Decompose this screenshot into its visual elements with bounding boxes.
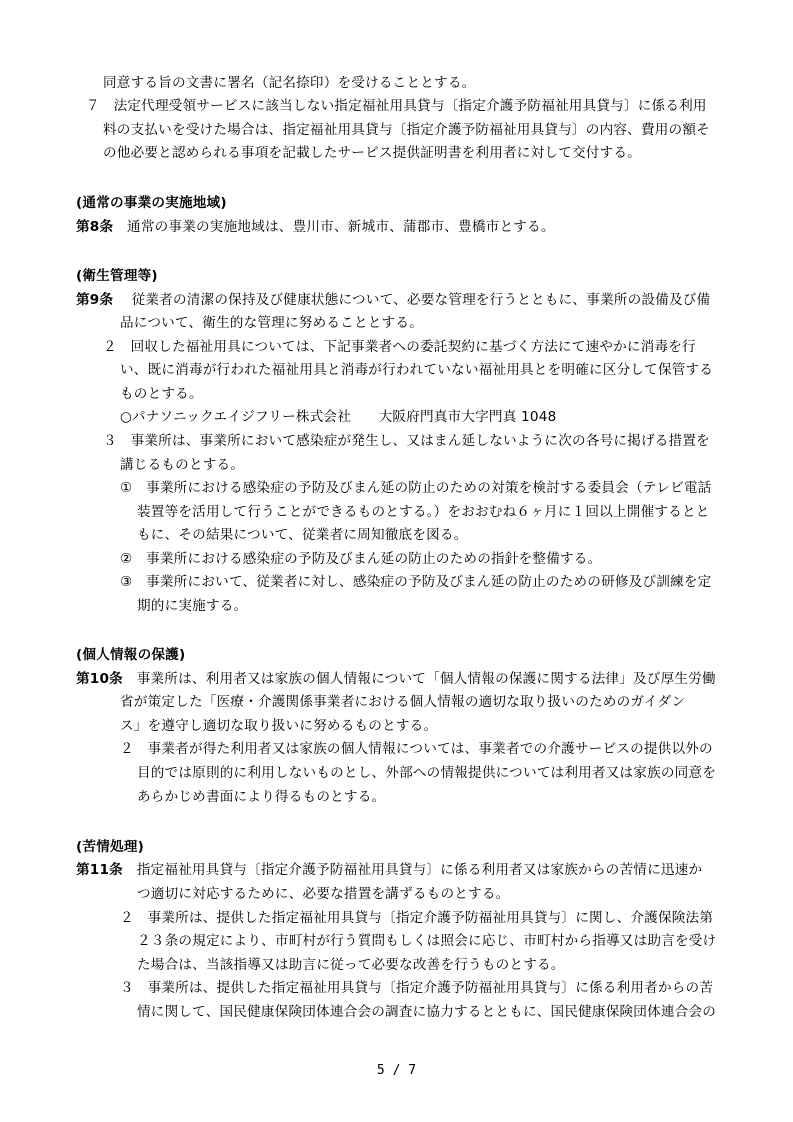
body-text-line <box>103 74 475 92</box>
body-text-line <box>137 597 247 615</box>
heading-text: 第11条 <box>76 862 123 878</box>
line-text: 目的では原則的に利用しないものとし、外部への情報提供については利用者又は家族の同意を <box>137 765 717 781</box>
body-text-line <box>86 97 707 115</box>
body-text-line <box>120 740 713 758</box>
line-text: 省が策定した「医療・介護関係事業者における個人情報の適切な取り扱いのためのガイダン <box>120 694 686 710</box>
body-text-line <box>120 361 713 379</box>
body-text-line <box>120 979 713 997</box>
line-text: ２ 事業者が得た利用者又は家族の個人情報については、事業者での介護サービスの提供以外の <box>120 741 713 757</box>
heading-text: 第9条 <box>76 292 114 308</box>
line-text: の他必要と認められる事項を記載したサービス提供証明書を利用者に対して交付する。 <box>103 145 641 161</box>
body-text-line <box>137 956 565 974</box>
page-number: 5 / 7 <box>376 1063 417 1078</box>
body-text-line <box>120 456 244 474</box>
line-text: 料の支払いを受けた場合は、指定福祉用具貸与〔指定介護予防福祉用具貸与〕の内容、費用の額そ <box>103 122 710 138</box>
body-text-line <box>137 503 710 521</box>
body-text-line <box>120 550 601 568</box>
article-text: 指定福祉用具貸与〔指定介護予防福祉用具貸与〕に係る利用者又は家族からの苦情に迅速か <box>122 862 703 878</box>
section-heading-line <box>76 267 158 285</box>
body-text-line <box>137 885 509 903</box>
line-text: ２３条の規定により、市町村が行う質問もしくは照会に応じ、市町村から指導又は助言を受け <box>137 933 717 949</box>
line-text: つ適切に対応するために、必要な措置を講ずるものとする。 <box>137 886 510 902</box>
line-text: 期的に実施する。 <box>137 598 248 614</box>
section-heading-line <box>76 291 710 309</box>
line-text: い、既に消毒が行われた福祉用具と消毒が行われていない福祉用具とを明確に区分して保管する <box>120 362 714 378</box>
body-text-line <box>120 314 423 332</box>
line-text: ３ 事業所は、提供した指定福祉用具貸与〔指定介護予防福祉用具貸与〕に係る利用者からの苦 <box>120 980 714 996</box>
body-text-line <box>103 144 641 162</box>
article-text: 従業者の清潔の保持及び健康状態について、必要な管理を行うとともに、事業所の設備及び備 <box>113 292 711 308</box>
article-text: 通常の事業の実施地域は、豊川市、新城市、蒲郡市、豊橋市とする。 <box>113 219 555 235</box>
body-text-line <box>137 526 468 544</box>
line-text: ７ 法定代理受領サービスに該当しない指定福祉用具貸与〔指定介護予防福祉用具貸与〕に係る利用 <box>86 98 707 114</box>
line-text: 情に関して、国民健康保険団体連合会の調査に協力するとともに、国民健康保険団体連合会の <box>137 1004 717 1020</box>
heading-text: (個人情報の保護) <box>76 647 186 663</box>
line-text: ③ 事業所において、従業者に対し、感染症の予防及びまん延の防止のための研修及び訓練を定 <box>120 574 712 590</box>
section-heading-line <box>76 670 716 688</box>
line-text: 品について、衛生的な管理に努めることとする。 <box>120 315 423 331</box>
body-text-line <box>120 408 556 426</box>
body-text-line <box>120 573 711 591</box>
heading-text: (衛生管理等) <box>76 268 158 284</box>
body-text-line <box>120 479 711 497</box>
line-text: た場合は、当該指導又は助言に従って必要な改善を行うものとする。 <box>137 957 565 973</box>
section-heading-line <box>76 194 227 212</box>
body-text-line <box>120 385 203 403</box>
body-text-line <box>120 693 685 711</box>
line-text: ものとする。 <box>120 386 203 402</box>
body-text-line <box>103 432 710 450</box>
line-text: ○パナソニックエイジフリー株式会社 大阪府門真市大字門真 1048 <box>120 409 557 425</box>
body-text-line <box>103 121 710 139</box>
line-text: あらかじめ書面により得るものとする。 <box>137 789 386 805</box>
line-text: 同意する旨の文書に署名（記名捺印）を受けることとする。 <box>103 75 476 91</box>
body-text-line <box>137 764 716 782</box>
heading-text: 第8条 <box>76 219 114 235</box>
line-text: ２ 回収した福祉用具については、下記事業者への委託契約に基づく方法にて速やかに消毒を行 <box>103 339 696 355</box>
line-text: ス」を遵守し適切な取り扱いに努めるものとする。 <box>120 718 438 734</box>
heading-text: (通常の事業の実施地域) <box>76 195 227 211</box>
line-text: ① 事業所における感染症の予防及びまん延の防止のための対策を検討する委員会（テレビ電話 <box>120 480 712 496</box>
body-text-line <box>137 788 385 806</box>
line-text: ３ 事業所は、事業所において感染症が発生し、又はまん延しないように次の各号に掲げる措置を <box>103 433 710 449</box>
line-text: ② 事業所における感染症の予防及びまん延の防止のための指針を整備する。 <box>120 551 602 567</box>
section-heading-line <box>76 838 144 856</box>
section-heading-line <box>76 861 702 879</box>
line-text: 装置等を活用して行うことができるものとする。）をおおむね６ヶ月に１回以上開催するとと <box>137 504 710 520</box>
section-heading-line <box>76 218 555 236</box>
body-text-line <box>137 1003 716 1021</box>
line-text: 講じるものとする。 <box>120 457 245 473</box>
body-text-line <box>120 717 437 735</box>
heading-text: (苦情処理) <box>76 839 145 855</box>
body-text-line <box>137 932 716 950</box>
line-text: もに、その結果について、従業者に周知徹底を図る。 <box>137 527 468 543</box>
heading-text: 第10条 <box>76 671 123 687</box>
line-text: ２ 事業所は、提供した指定福祉用具貸与〔指定介護予防福祉用具貸与〕に関し、介護保険法第 <box>120 910 714 926</box>
body-text-line <box>103 338 696 356</box>
body-text-line <box>120 909 713 927</box>
article-text: 事業所は、利用者又は家族の個人情報について「個人情報の保護に関する法律」及び厚生労働 <box>122 671 716 687</box>
section-heading-line <box>76 646 185 664</box>
